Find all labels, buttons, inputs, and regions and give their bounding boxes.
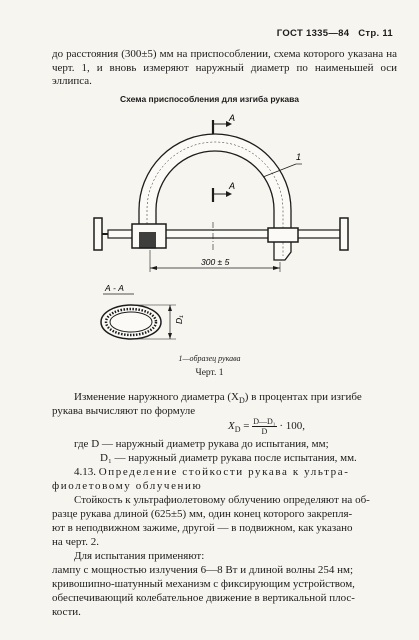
clause-number: 4.13.: [74, 466, 96, 478]
apparatus-mechanism-1: кривошипно-шатунный механизм с фиксирующим устройством,: [52, 578, 355, 590]
clause-title-cont: фиолетовому облучению: [52, 480, 203, 492]
clause-title: Определение стойкости рукава к ультра-: [98, 466, 350, 478]
page-number: Стр. 11: [358, 28, 393, 39]
left-end-knob: [94, 218, 102, 250]
callout-number: 1: [296, 152, 302, 162]
section-label-top: А: [229, 113, 236, 123]
section-label-bottom: А: [229, 181, 236, 191]
formula-intro-line-2: рукава вычисляют по формуле: [52, 405, 196, 417]
movable-clamp: [268, 228, 298, 242]
uv-paragraph-line-1: Стойкость к ультрафиолетовому облучению определяют на об-: [74, 494, 370, 506]
formula-intro-line: Изменение наружного диаметра $(X_D)$ в процентах при изгибе: [74, 391, 362, 406]
diameter-label: D₁: [174, 315, 184, 324]
apparatus-lamp: лампу с мощностью излучения 6—8 Вт и длиной волны 254 нм;: [52, 564, 354, 576]
definition-d1: D₁ — наружный диаметр рукава после испытания, мм.: [100, 452, 357, 464]
uv-paragraph-line-3: ют в неподвижном зажиме, другой — в подвижном, как указано: [52, 522, 353, 534]
dimension-label: 300 ± 5: [201, 257, 230, 267]
apparatus-mechanism-3: кости.: [52, 606, 81, 618]
apparatus-mechanism-2: обеспечивающий колебательное движение в вертикальной плос-: [52, 592, 355, 604]
uv-paragraph-line-4: на черт. 2.: [52, 536, 100, 548]
apparatus-intro: Для испытания применяют:: [74, 550, 205, 562]
right-end-knob: [340, 218, 348, 250]
clause-heading: [74, 466, 349, 480]
standard-number: ГОСТ 1335—84: [276, 28, 350, 39]
intro-paragraph: до расстояния (300±5) мм на приспособлении, схема которого указана на черт. 1, и вновь измеряют наружный диаметр по наименьшей оси эллипса.: [52, 48, 397, 87]
hose-cross-section: [101, 305, 161, 339]
section-view-label: А - А: [105, 283, 124, 293]
figure-caption: Черт. 1: [195, 368, 224, 378]
definition-d: где D — наружный диаметр рукава до испытания, мм;: [74, 438, 329, 450]
formula: $X_D$ = $\frac{\text{D—D₁}}{D}$ · 100,: [228, 417, 305, 436]
figure-title: Схема приспособления для изгиба рукава: [120, 94, 299, 104]
figure-legend: 1—образец рукава: [178, 354, 241, 363]
uv-paragraph-line-2: разце рукава длиной (625±5) мм, один конец которого закрепля-: [52, 508, 353, 520]
